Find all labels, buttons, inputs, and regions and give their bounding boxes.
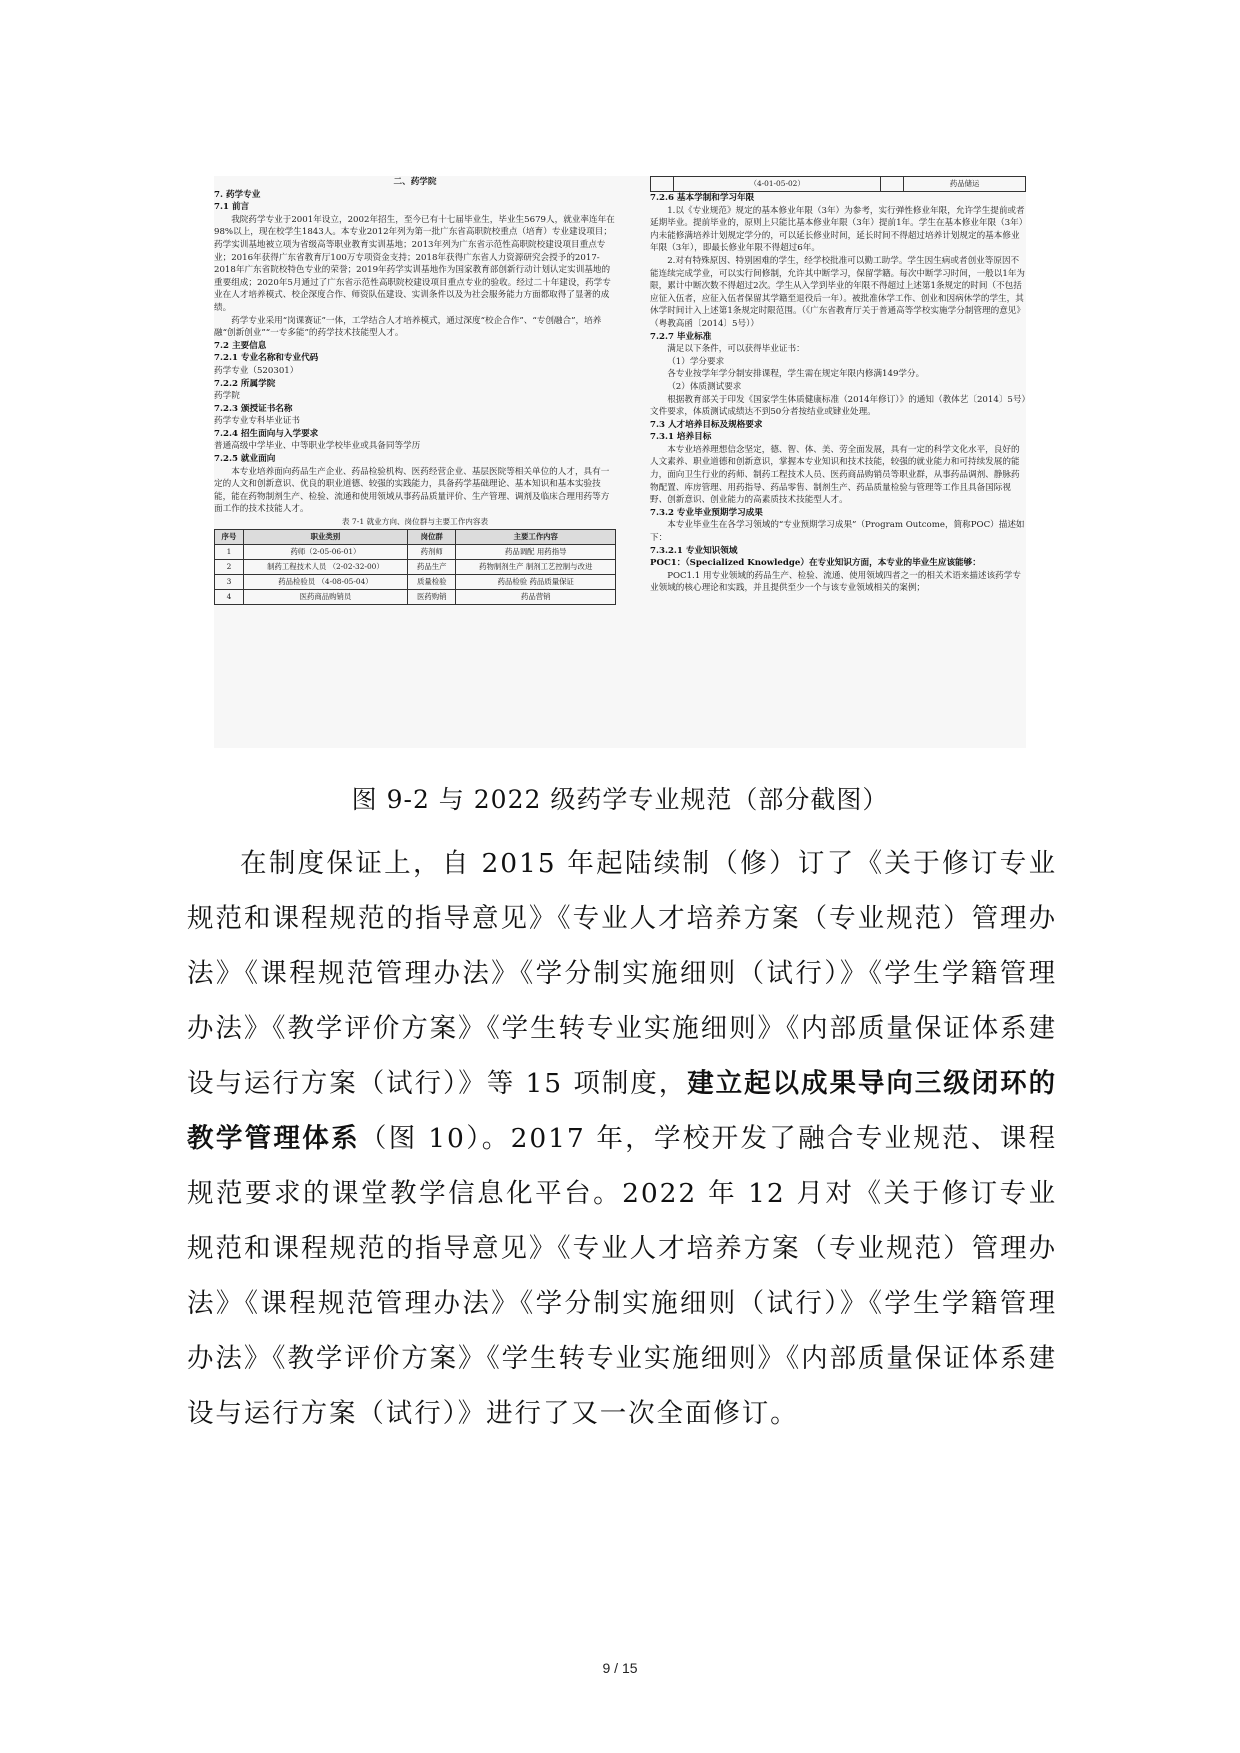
- scan-text-line: 药学专业专科毕业证书: [214, 416, 300, 427]
- scan-table-cell: 药品生产: [407, 559, 456, 574]
- scan-text-line: 二、药学院: [393, 177, 437, 187]
- scan-text-line: 7.2.7 毕业标准: [650, 331, 712, 342]
- scan-text-line: POC1：（Specialized Knowledge）在专业知识方面，本专业的毕业生应该能够：: [650, 558, 981, 569]
- scan-table-cell: 质量检验: [407, 574, 456, 589]
- figure-right-column: [650, 176, 1026, 595]
- scan-table-cell: 药品检验员 （4-08-05-04）: [243, 574, 407, 589]
- scan-text-line: 2.对有特殊原因、特别困难的学生，经学校批准可以勤工助学。学生因生病或者创业等原因不能连续完成学业，可以实行间修制，允许其中断学习，保留学籍。每次中断学习时间，一般以1年为限，累计中断次数不得超过2次。学生从入学到毕业的年限不得超过上述第1条规定的时间（不包括应征入伍者，应征入伍者保留其学籍至退役后一年）。被批准休学工作、创业和因病休学的学生，其休学时间计入上述第1条规定时限范围。（《广东省教育厅关于普通高等学校实施学分制管理的意见》（粤教高函〔2014〕5号））: [650, 255, 1026, 329]
- scan-text-line: 7.2.1 专业名称和专业代码: [214, 353, 319, 364]
- scan-text-line: 7.3.2.1 专业知识领域: [650, 545, 738, 556]
- scan-text-line: 7.3 人才培养目标及规格要求: [650, 419, 763, 430]
- scan-text-line: 7.3.1 培养目标: [650, 432, 712, 443]
- scan-table-row: [215, 559, 616, 574]
- scan-text-line: （2）体质测试要求: [667, 381, 742, 392]
- scan-table-cell: 医药购销: [407, 589, 456, 604]
- scan-table-cell: 岗位群: [407, 529, 456, 544]
- scan-text-line: 本专业培养理想信念坚定，德、智、体、美、劳全面发展，具有一定的科学文化水平，良好的人文素养、职业道德和创新意识，掌握本专业知识和技术技能，较强的就业能力和可持续发展的能力，面向卫生行业的药师、制药工程技术人员、医药商品购销员等职业群，从事药品调剂、静脉药物配置、库房管理、用药指导、药品零售、制剂生产、药品质量检验与管理等工作且具备国际视野、创新意识、创业能力的高素质技术技能型人才。: [650, 444, 1020, 506]
- body-paragraph: [187, 836, 1057, 1441]
- scan-text-line: 7.2.3 颁授证书名称: [214, 403, 293, 414]
- scan-text-line: 药学专业采用“岗课赛证”一体，工学结合人才培养模式，通过深度“校企合作”、“专创融合”，培养融“创新创业”“一专多能”的药学技术技能型人才。: [214, 315, 602, 339]
- scan-table-cell: 制药工程技术人员 （2-02-32-00）: [243, 559, 407, 574]
- scan-table-cell: 职业类别: [243, 529, 407, 544]
- employment-table: [214, 529, 616, 605]
- scan-text-line: 普通高级中学毕业、中等职业学校毕业或具备同等学历: [214, 441, 421, 452]
- scan-text-line: 7.2.2 所属学院: [214, 378, 276, 389]
- scan-table-row: [651, 177, 1026, 192]
- scan-text-line: 根据教育部关于印发《国家学生体质健康标准（2014年修订）》的通知（教体艺〔2014〕5号）文件要求，体质测试成绩达不到50分者按结业或肄业处理。: [650, 394, 1026, 418]
- scan-text-line: 满足以下条件，可以获得毕业证书：: [667, 344, 805, 355]
- scan-table-cell: 3: [215, 574, 244, 589]
- scan-table-cell: （4-01-05-02）: [674, 177, 881, 192]
- scan-table-cell: 医药商品购销员: [243, 589, 407, 604]
- scan-text-line: 药学院: [214, 391, 240, 402]
- scan-table-cell: 药剂师: [407, 544, 456, 559]
- scan-text-line: 各专业按学年学分制安排课程，学生需在规定年限内修满149学分。: [667, 369, 925, 380]
- scan-table-cell: 序号: [215, 529, 244, 544]
- page-number: 9 / 15: [602, 1660, 638, 1676]
- scan-table-cell: 1: [215, 544, 244, 559]
- scan-table-cell: [881, 177, 904, 192]
- scan-text-line: 7. 药学专业: [214, 189, 261, 200]
- scan-text-line: 本专业毕业生在各学习领域的“专业预期学习成果”（Program Outcome，简称POC）描述如下：: [650, 520, 1025, 544]
- scan-text-line: 1.以《专业规范》规定的基本修业年限（3年）为参考，实行弹性修业年限，允许学生提前或者延期毕业。提前毕业的，原则上只能比基本修业年限（3年）提前1年。学生在基本修业年限（3年）内未能修满培养计划规定学分的，可以延长修业时间，延长时间不得超过培养计划规定的基本修业年限（3年），即最长修业年限不得超过6年。: [650, 205, 1025, 254]
- scan-text-line: 我院药学专业于2001年设立，2002年招生，至今已有十七届毕业生，毕业生5679人，就业率连年在98%以上，现在校学生1843人。本专业2012年列为第一批广东省高职院校重点（培育）专业建设项目；药学实训基地被立项为省级高等职业教育实训基地；2013年列为广东省示范性高职院校建设项目重点专业；2016年获得广东省教育厅100万专项资金支持；2018年获得广东省人力资源研究会授予的2017-2018年广东省院校特色专业的荣誉；2019年药学实训基地作为国家教育部创新行动计划认定实训基地的重要组成；2020年5月通过了广东省示范性高职院校建设项目重点专业的验收。经过二十年建设，药学专业在人才培养模式、校企深度合作、师资队伍建设、实训条件以及为社会服务能力方面都取得了显著的成绩。: [214, 214, 615, 313]
- body-text-part-1: 在制度保证上，自 2015 年起陆续制（修）订了《关于修订专业规范和课程规范的指导意见》《专业人才培养方案（专业规范）管理办法》《课程规范管理办法》《学分制实施细则（试行）》《学生学籍管理办法》《教学评价方案》《学生转专业实施细则》《内部质量保证体系建设与运行方案（试行）》等 15 项制度，: [187, 848, 1057, 1099]
- scan-table-cell: 药师（2-05-06-01）: [243, 544, 407, 559]
- scan-table-cell: 药品储运: [904, 177, 1026, 192]
- scan-text-line: 7.1 前言: [214, 202, 250, 213]
- continued-table-row: [650, 176, 1026, 192]
- scan-text-line: 7.2.4 招生面向与入学要求: [214, 428, 319, 439]
- scan-table-cell: [651, 177, 674, 192]
- scan-text-line: 7.3.2 专业毕业预期学习成果: [650, 507, 763, 518]
- scan-text-line: 本专业培养面向药品生产企业、药品检验机构、医药经营企业、基层医院等相关单位的人才，具有一定的人文和创新意识、优良的职业道德、较强的实践能力，具备药学基础理论、基本知识和基本实验技能，能在药物制剂生产、检验、流通和使用领域从事药品质量评价、生产管理、调剂及临床合理用药等方面工作的技术技能人才。: [214, 466, 610, 515]
- body-text-part-2: （图 10）。2017 年，学校开发了融合专业规范、课程规范要求的课堂教学信息化平台。2022 年 12 月对《关于修订专业规范和课程规范的指导意见》《专业人才培养方案（专业规范）管理办法》《课程规范管理办法》《学分制实施细则（试行）》《学生学籍管理办法》《教学评价方案》《学生转专业实施细则》《内部质量保证体系建设与运行方案（试行）》进行了又一次全面修订。: [187, 1123, 1057, 1429]
- scan-text-line: 表 7-1 就业方向、岗位群与主要工作内容表: [341, 517, 489, 527]
- scan-text-line: （1）学分要求: [667, 356, 725, 367]
- body-text-emphasis: 建立起以成果导向三级闭环的教学管理体系: [187, 1068, 1057, 1154]
- scan-text-line: 7.2.5 就业面向: [214, 454, 276, 465]
- scan-text-line: 药学专业（520301）: [214, 365, 299, 376]
- scan-text-line: 7.2 主要信息: [214, 340, 267, 351]
- scan-table-cell: 2: [215, 559, 244, 574]
- scan-table-cell: 主要工作内容: [456, 529, 616, 544]
- scan-table-row: [215, 529, 616, 544]
- scanned-specification-figure: [214, 176, 1026, 748]
- scan-text-line: POC1.1 用专业领域的药品生产、检验、流通、使用领域四者之一的相关术语来描述该药学专业领域的核心理论和实践，并且提供至少一个与该专业领域相关的案例；: [650, 570, 1021, 594]
- scan-table-row: [215, 544, 616, 559]
- scan-table-cell: 药品调配 用药指导: [456, 544, 616, 559]
- scan-table-row: [215, 589, 616, 604]
- scan-table-cell: 药品营销: [456, 589, 616, 604]
- scan-table-row: [215, 574, 616, 589]
- figure-caption: 图 9-2 与 2022 级药学专业规范（部分截图）: [351, 785, 889, 814]
- figure-left-column: [214, 176, 616, 605]
- scan-table-cell: 药物制剂生产 制剂工艺控制与改进: [456, 559, 616, 574]
- scan-table-cell: 4: [215, 589, 244, 604]
- scan-text-line: 7.2.6 基本学制和学习年限: [650, 193, 755, 203]
- scan-table-cell: 药品检验 药品质量保证: [456, 574, 616, 589]
